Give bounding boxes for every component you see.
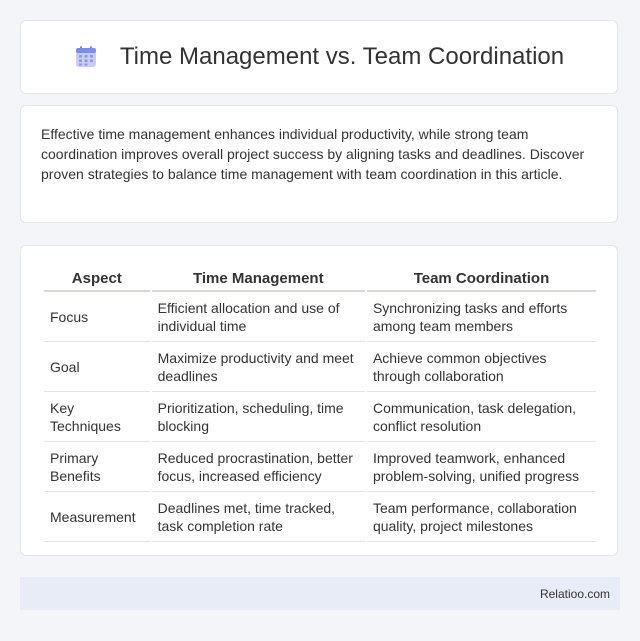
footer-brand[interactable]: Relatioo.com: [539, 586, 610, 601]
cell-time-management: Prioritization, scheduling, time blocking: [152, 392, 365, 442]
table-row: [44, 342, 596, 392]
cell-aspect: Key Techniques: [44, 392, 150, 442]
footer: [20, 577, 620, 610]
header-aspect: Aspect: [44, 266, 150, 292]
header-team-coordination: Team Coordination: [367, 266, 596, 292]
cell-team-coordination: Improved teamwork, enhanced problem-solving, unified progress: [367, 442, 596, 492]
cell-time-management: Efficient allocation and use of individual time: [152, 292, 365, 342]
title-wrap: [74, 43, 564, 71]
table-header-row: [44, 266, 596, 292]
calendar-icon: [74, 45, 98, 69]
cell-aspect: Goal: [44, 342, 150, 392]
cell-team-coordination: Achieve common objectives through collaboration: [367, 342, 596, 392]
intro-card: [20, 105, 618, 223]
cell-team-coordination: Synchronizing tasks and efforts among team members: [367, 292, 596, 342]
table-row: [44, 292, 596, 342]
table-row: [44, 442, 596, 492]
title-card: [20, 20, 618, 94]
cell-aspect: Primary Benefits: [44, 442, 150, 492]
table-row: [44, 492, 596, 542]
cell-team-coordination: Team performance, collaboration quality, project milestones: [367, 492, 596, 542]
table-card: [20, 245, 618, 556]
cell-time-management: Reduced procrastination, better focus, increased efficiency: [152, 442, 365, 492]
comparison-table: [42, 266, 598, 542]
cell-time-management: Deadlines met, time tracked, task completion rate: [152, 492, 365, 542]
table-row: [44, 392, 596, 442]
page-title: Time Management vs. Team Coordination: [119, 43, 565, 70]
cell-aspect: Focus: [44, 292, 150, 342]
cell-team-coordination: Communication, task delegation, conflict resolution: [367, 392, 596, 442]
cell-aspect: Measurement: [44, 492, 150, 542]
header-time-management: Time Management: [152, 266, 365, 292]
cell-time-management: Maximize productivity and meet deadlines: [152, 342, 365, 392]
intro-text: Effective time management enhances individual productivity, while strong team coordination improves overall project success by aligning tasks and deadlines. Discover proven strategies to balance time management with team coordination in this article.: [41, 126, 585, 182]
